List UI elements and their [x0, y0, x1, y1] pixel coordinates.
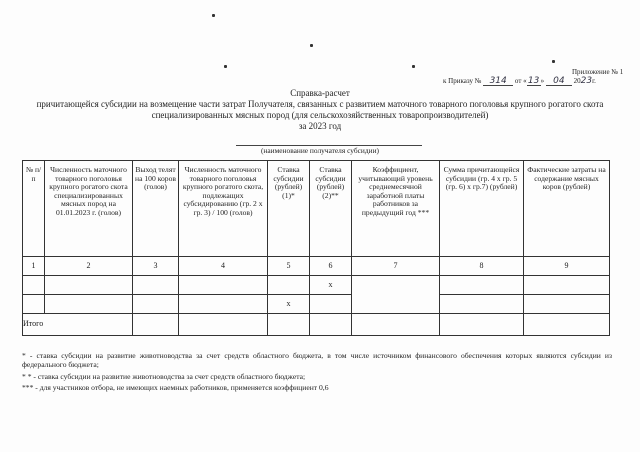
header-cell: Ставка субсидии (рублей) (1)*	[268, 161, 310, 257]
table-cell	[45, 276, 133, 295]
footnote: * - ставка субсидии на развитие животноводства за счет средств областного бюджета, в том числе источником финансового обеспечения которых являются субсидии из федерального бюджета;	[22, 351, 612, 370]
scan-mark	[224, 65, 227, 68]
header-cell: Выход телят на 100 коров (голов)	[133, 161, 179, 257]
year-suffix: г.	[592, 77, 596, 85]
header-cell: Сумма причитающейся субсидии (гр. 4 х гр. 5 (гр. 6) х гр.7) (рублей)	[440, 161, 524, 257]
table-cell	[179, 314, 268, 336]
header-cell: Численность маточного товарного поголовья крупного рогатого скота специализированных мясных пород на 01.01.2023 г. (голов)	[45, 161, 133, 257]
column-number: 3	[133, 257, 179, 276]
subsidy-table	[22, 160, 610, 336]
scan-mark	[412, 65, 415, 68]
document-subtitle: причитающейся субсидии на возмещение части затрат Получателя, связанных с развитием маточного товарного поголовья крупного рогатого скота специализированных мясных пород (для сельскохозяйственных товаропроизводителей)	[36, 99, 604, 120]
table-row	[23, 276, 610, 295]
table-cell	[440, 276, 524, 295]
year-prefix: 20	[573, 77, 581, 85]
table-cell	[133, 276, 179, 295]
date-year: 23	[580, 76, 593, 86]
scan-mark	[552, 60, 555, 63]
header-cell: Ставка субсидии (рублей) (2)**	[310, 161, 352, 257]
column-number: 8	[440, 257, 524, 276]
table-cell	[310, 314, 352, 336]
table-cell-mark: х	[310, 276, 352, 295]
table-cell	[268, 314, 310, 336]
total-label: Итого	[23, 314, 133, 336]
table-cell	[133, 314, 179, 336]
date-day: 13	[527, 76, 540, 86]
column-number: 6	[310, 257, 352, 276]
header-cell: Фактические затраты на содержание мясных коров (рублей)	[524, 161, 610, 257]
table-cell	[524, 276, 610, 295]
table-cell-mark: х	[268, 295, 310, 314]
table-cell	[23, 295, 45, 314]
header-cell: № п/п	[23, 161, 45, 257]
scan-mark	[310, 44, 313, 47]
column-number: 7	[352, 257, 440, 276]
column-number: 4	[179, 257, 268, 276]
total-row	[23, 314, 610, 336]
table-cell	[310, 295, 352, 314]
table-cell	[352, 276, 440, 314]
table-cell	[268, 276, 310, 295]
header-cell: Численность маточного товарного поголовья крупного рогатого скота, подлежащих субсидированию (гр. 2 х гр. 3) / 100 (голов)	[179, 161, 268, 257]
table-row	[23, 295, 610, 314]
order-reference	[443, 77, 596, 86]
table-cell	[352, 314, 440, 336]
table-cell	[133, 295, 179, 314]
scan-mark	[212, 14, 215, 17]
date-mid: »	[540, 77, 545, 85]
table-header-row	[23, 161, 610, 257]
table-cell	[524, 314, 610, 336]
header-cell: Коэффициент, учитывающий уровень среднемесячной заработной платы работников за предыдущий год ***	[352, 161, 440, 257]
table-cell	[440, 314, 524, 336]
table-cell	[179, 276, 268, 295]
column-number: 2	[45, 257, 133, 276]
date-prefix: от «	[514, 77, 527, 85]
column-number: 1	[23, 257, 45, 276]
footnote: * * - ставка субсидии на развитие животноводства за счет средств областного бюджета;	[22, 372, 306, 381]
table-cell	[23, 276, 45, 295]
column-number: 5	[268, 257, 310, 276]
order-number: 314	[483, 77, 513, 86]
column-number: 9	[524, 257, 610, 276]
table-cell	[440, 295, 524, 314]
table-cell	[524, 295, 610, 314]
footnote: *** - для участников отбора, не имеющих наемных работников, применяется коэффициент 0,6	[22, 383, 329, 392]
recipient-caption: (наименование получателя субсидии)	[260, 146, 380, 155]
column-number-row	[23, 257, 610, 276]
appendix-label: Приложение № 1	[572, 68, 624, 76]
document-title: Справка-расчет	[290, 88, 350, 98]
order-prefix: к Приказу №	[443, 77, 482, 85]
document-year: за 2023 год	[298, 121, 342, 131]
table-cell	[45, 295, 133, 314]
table-cell	[179, 295, 268, 314]
date-month: 04	[546, 77, 572, 86]
